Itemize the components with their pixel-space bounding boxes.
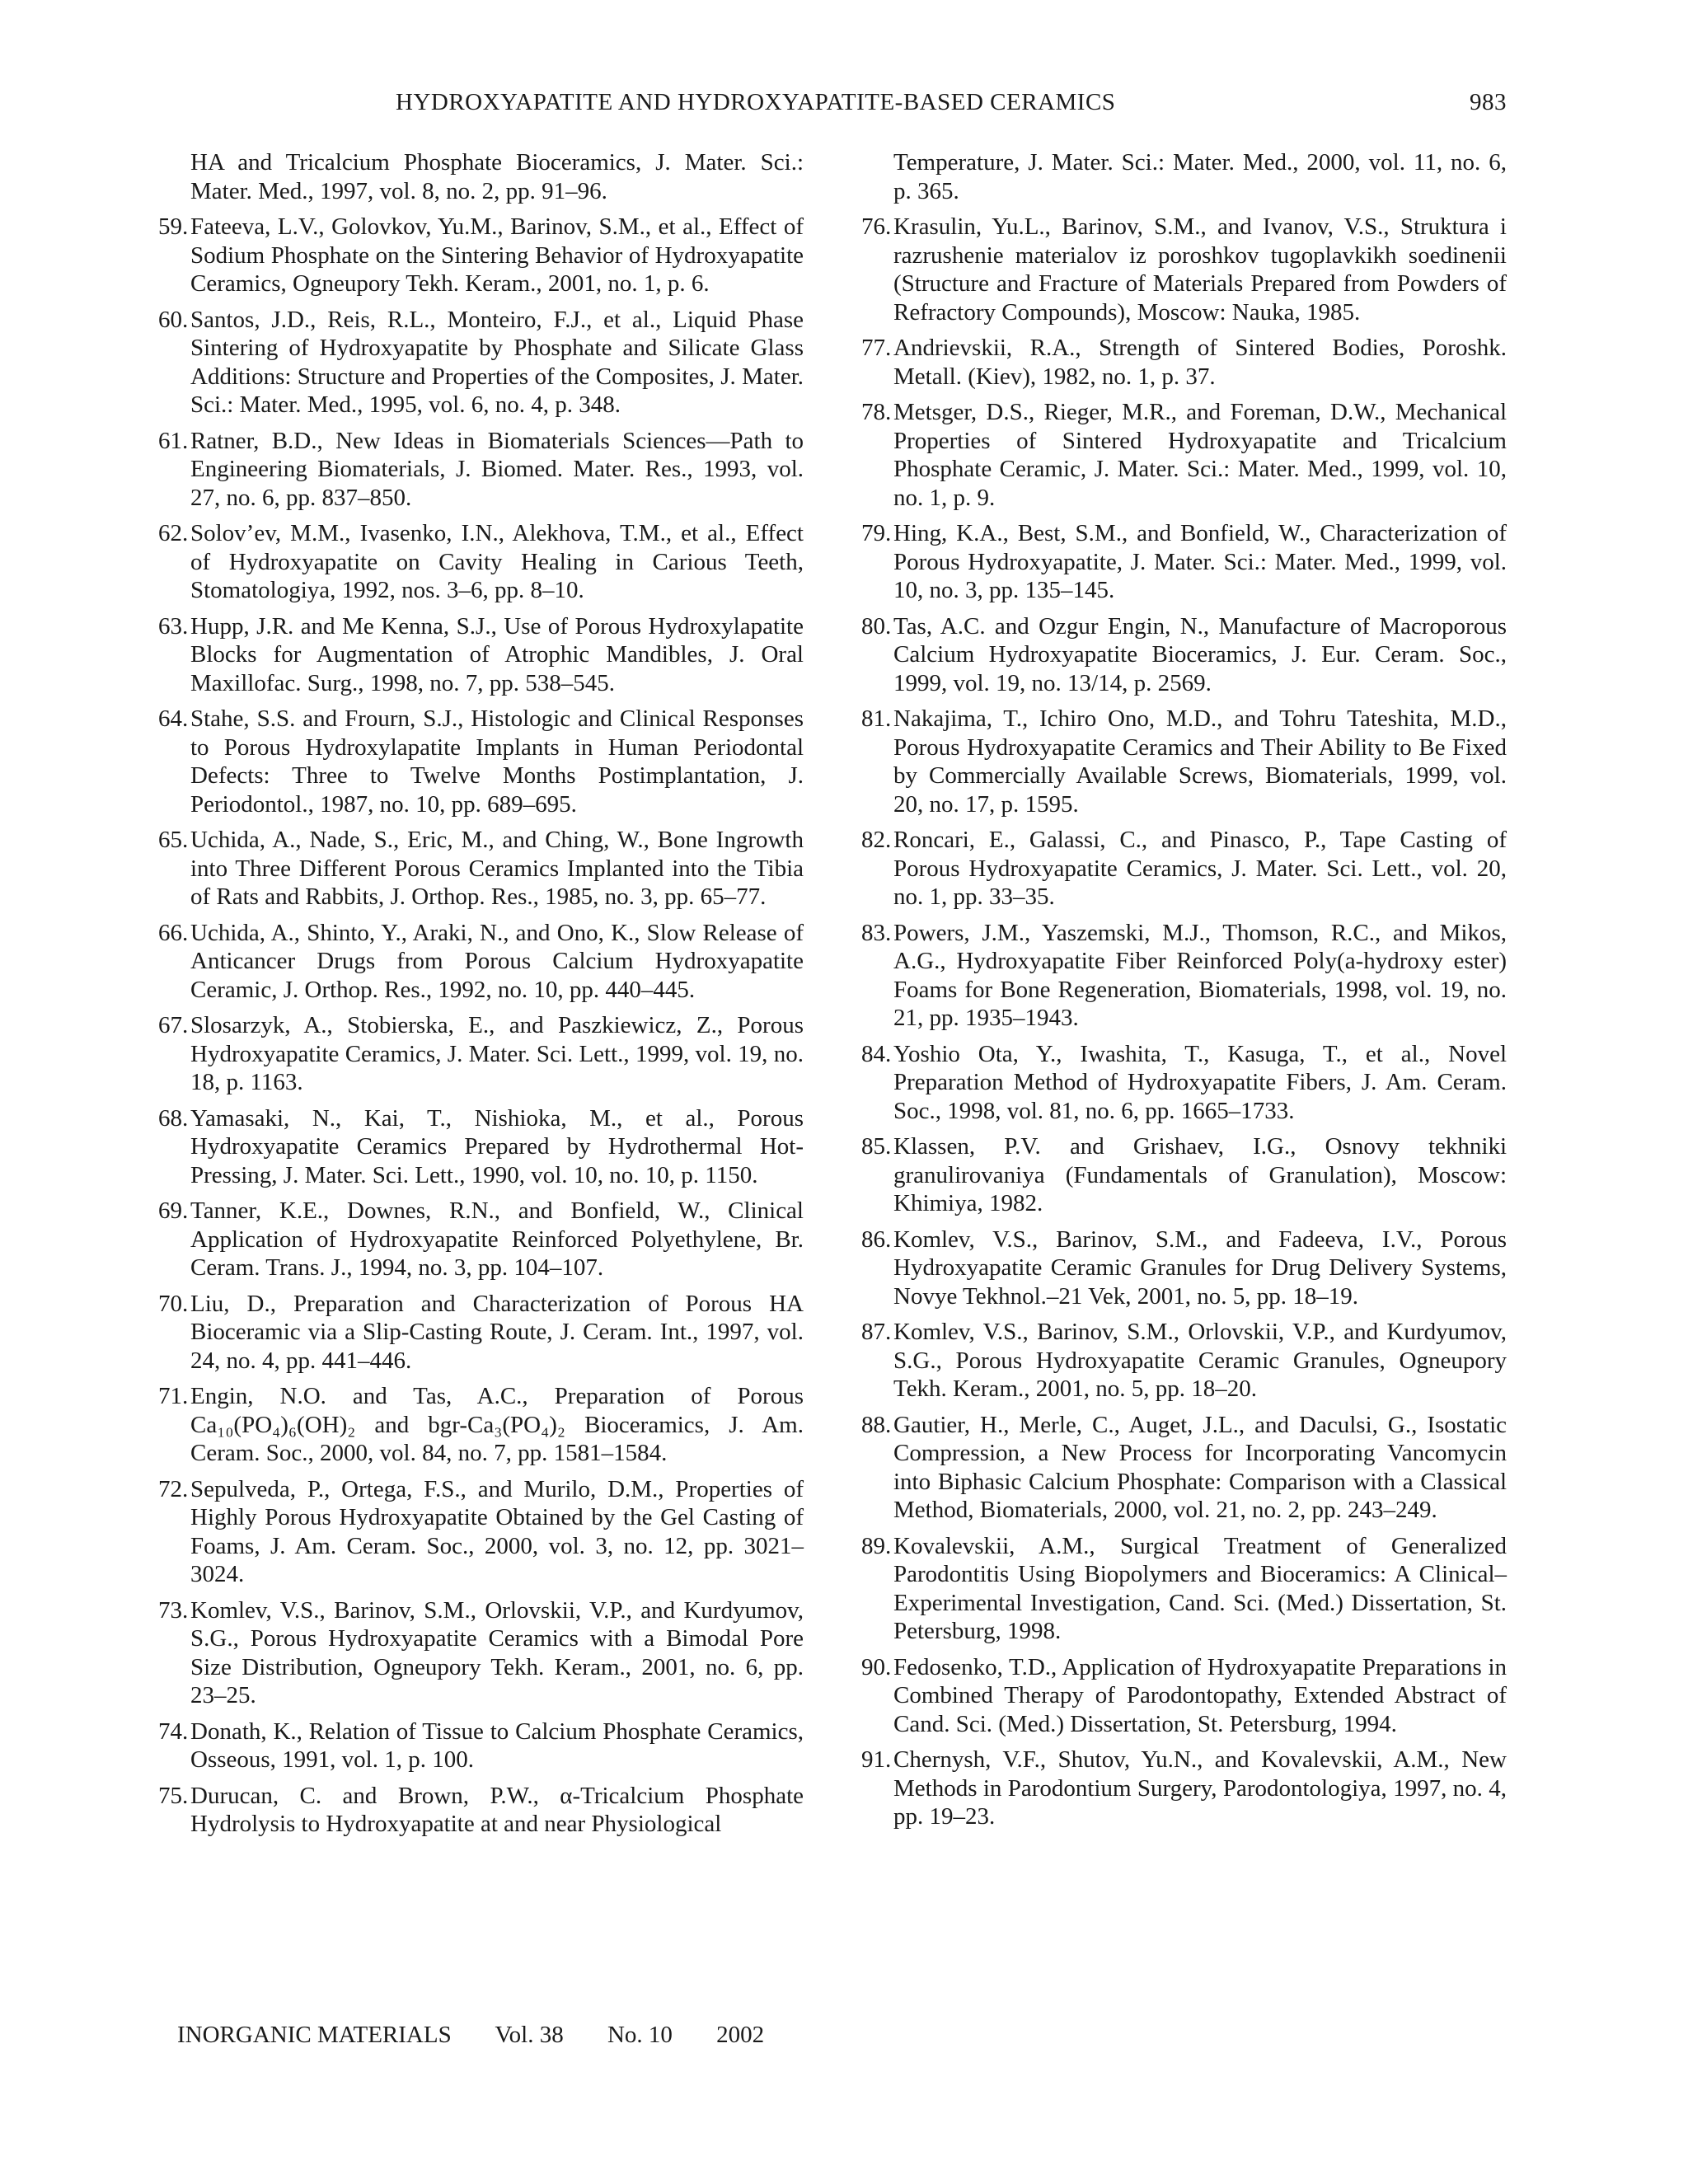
reference-item <box>158 1475 804 1589</box>
reference-number: 90. <box>861 1653 892 1680</box>
reference-text: Slosarzyk, A., Stobierska, E., and Paszkiewicz, Z., Porous Hydroxyapatite Ceramics, J. Mater. Sci. Lett., 1999, vol. 19, no. 18, p. 1163. <box>190 1012 804 1095</box>
reference-number: 83. <box>861 919 892 946</box>
reference-number: 62. <box>158 520 189 546</box>
reference-text: Durucan, C. and Brown, P.W., α-Tricalcium Phosphate Hydrolysis to Hydroxyapatite at and near Physiological <box>190 1782 804 1837</box>
reference-number: 67. <box>158 1012 189 1038</box>
reference-number: 60. <box>158 306 189 333</box>
reference-item <box>861 519 1507 605</box>
reference-text: Gautier, H., Merle, C., Auget, J.L., and Daculsi, G., Isostatic Compression, a New Process for Incorporating Vancomycin into Biphasic Calcium Phosphate: Comparison with a Classical Method, Biomaterials, 2000, vol. 21, no. 2, pp. 243–249. <box>893 1411 1507 1523</box>
reference-number: 80. <box>861 612 892 640</box>
reference-item <box>861 213 1507 326</box>
reference-item <box>861 1411 1507 1525</box>
journal-footer <box>177 2022 802 2049</box>
reference-number: 85. <box>861 1133 892 1160</box>
reference-text: Tanner, K.E., Downes, R.N., and Bonfield, W., Clinical Application of Hydroxyapatite Reinforced Polyethylene, Br. Ceram. Trans. J., 1994, no. 3, pp. 104–107. <box>190 1197 804 1281</box>
reference-item <box>158 519 804 605</box>
left-column <box>158 148 804 1846</box>
reference-text: Solov’ev, M.M., Ivasenko, I.N., Alekhova, T.M., et al., Effect of Hydroxyapatite on Cavity Healing in Carious Teeth, Stomatologiya, 1992, nos. 3–6, pp. 8–10. <box>190 520 804 603</box>
reference-number: 76. <box>861 213 892 240</box>
reference-item <box>861 1318 1507 1404</box>
reference-item <box>158 1718 804 1774</box>
reference-item <box>861 1040 1507 1126</box>
reference-continuation: HA and Tricalcium Phosphate Bioceramics, J. Mater. Sci.: Mater. Med., 1997, vol. 8, no. 2, pp. 91–96. <box>190 149 804 204</box>
reference-text: Krasulin, Yu.L., Barinov, S.M., and Ivanov, V.S., Struktura i razrushenie materialov iz poroshkov tugoplavkikh soedinenii (Structure and Fracture of Materials Prepared from Powders of Refractory Compounds), Moscow: Nauka, 1985. <box>893 213 1507 326</box>
reference-number: 79. <box>861 520 892 546</box>
page-number: 983 <box>1470 89 1507 115</box>
reference-text: Klassen, P.V. and Grishaev, I.G., Osnovy tekhniki granulirovaniya (Fundamentals of Granulation), Moscow: Khimiya, 1982. <box>893 1133 1507 1216</box>
reference-item <box>158 705 804 818</box>
reference-item <box>861 919 1507 1033</box>
reference-item <box>158 306 804 419</box>
footer-issue: No. 10 <box>607 2022 673 2048</box>
reference-number: 66. <box>158 919 189 946</box>
reference-item <box>861 1132 1507 1218</box>
right-column <box>861 148 1507 1839</box>
reference-number: 63. <box>158 612 189 640</box>
reference-text: Liu, D., Preparation and Characterization of Porous HA Bioceramic via a Slip-Casting Route, J. Ceram. Int., 1997, vol. 24, no. 4, pp. 441–446. <box>190 1290 804 1374</box>
right-reference-list <box>861 213 1507 1831</box>
reference-text: Yoshio Ota, Y., Iwashita, T., Kasuga, T., et al., Novel Preparation Method of Hydroxyapatite Fibers, J. Am. Ceram. Soc., 1998, vol. 81, no. 6, pp. 1665–1733. <box>893 1040 1507 1124</box>
reference-item <box>861 826 1507 912</box>
reference-text: Andrievskii, R.A., Strength of Sintered Bodies, Poroshk. Metall. (Kiev), 1982, no. 1, p. 37. <box>893 335 1507 390</box>
reference-text: Stahe, S.S. and Frourn, S.J., Histologic and Clinical Responses to Porous Hydroxylapatite Implants in Human Periodontal Defects: Three to Twelve Months Postimplantation, J. Periodontol., 1987, no. 10, pp. 689–695. <box>190 705 804 818</box>
reference-number: 78. <box>861 399 892 425</box>
reference-item <box>861 1653 1507 1739</box>
reference-item <box>158 1104 804 1190</box>
reference-item <box>158 427 804 513</box>
reference-number: 72. <box>158 1475 189 1502</box>
reference-number: 81. <box>861 705 892 732</box>
reference-item <box>158 1782 804 1839</box>
reference-text: Kovalevskii, A.M., Surgical Treatment of Generalized Parodontitis Using Biopolymers and Bioceramics: A Clinical–Experimental Investigation, Cand. Sci. (Med.) Dissertation, St. Petersburg, 1998. <box>893 1532 1507 1644</box>
reference-number: 75. <box>158 1782 189 1809</box>
reference-text: Donath, K., Relation of Tissue to Calcium Phosphate Ceramics, Osseous, 1991, vol. 1, p. 100. <box>190 1718 804 1773</box>
reference-number: 88. <box>861 1411 892 1438</box>
reference-text: Hing, K.A., Best, S.M., and Bonfield, W., Characterization of Porous Hydroxyapatite, J. Mater. Sci.: Mater. Med., 1999, vol. 10, no. 3, pp. 135–145. <box>893 520 1507 603</box>
reference-item <box>158 1382 804 1468</box>
reference-text: Sepulveda, P., Ortega, F.S., and Murilo, D.M., Properties of Highly Porous Hydroxyapatite Obtained by the Gel Casting of Foams, J. Am. Ceram. Soc., 2000, vol. 3, no. 12, pp. 3021–3024. <box>190 1475 804 1587</box>
reference-text: Ratner, B.D., New Ideas in Biomaterials Sciences—Path to Engineering Biomaterials, J. Biomed. Mater. Res., 1993, vol. 27, no. 6, pp. 837–850. <box>190 427 804 511</box>
reference-item <box>861 705 1507 818</box>
reference-item <box>861 334 1507 391</box>
reference-text: Komlev, V.S., Barinov, S.M., Orlovskii, V.P., and Kurdyumov, S.G., Porous Hydroxyapatite Ceramics with a Bimodal Pore Size Distribution, Ogneupory Tekh. Keram., 2001, no. 6, pp. 23–25. <box>190 1596 804 1708</box>
reference-item <box>158 612 804 698</box>
reference-text: Metsger, D.S., Rieger, M.R., and Foreman, D.W., Mechanical Properties of Sintered Hydroxyapatite and Tricalcium Phosphate Ceramic, J. Mater. Sci.: Mater. Med., 1999, vol. 10, no. 1, p. 9. <box>893 399 1507 511</box>
reference-text: Uchida, A., Shinto, Y., Araki, N., and Ono, K., Slow Release of Anticancer Drugs from Porous Calcium Hydroxyapatite Ceramic, J. Orthop. Res., 1992, no. 10, pp. 440–445. <box>190 919 804 1003</box>
reference-number: 64. <box>158 705 189 732</box>
reference-text: Yamasaki, N., Kai, T., Nishioka, M., et al., Porous Hydroxyapatite Ceramics Prepared by Hydrothermal Hot-Pressing, J. Mater. Sci. Lett., 1990, vol. 10, no. 10, p. 1150. <box>190 1104 804 1188</box>
reference-number: 68. <box>158 1104 189 1132</box>
reference-item <box>861 612 1507 698</box>
reference-text: Tas, A.C. and Ozgur Engin, N., Manufacture of Macroporous Calcium Hydroxyapatite Bioceramics, J. Eur. Ceram. Soc., 1999, vol. 19, no. 13/14, p. 2569. <box>893 612 1507 696</box>
reference-item <box>861 398 1507 512</box>
reference-text: Engin, N.O. and Tas, A.C., Preparation of Porous Ca₁₀(PO₄)₆(OH)₂ and bgr-Ca₃(PO₄)₂ Bioceramics, J. Am. Ceram. Soc., 2000, vol. 84, no. 7, pp. 1581–1584. <box>190 1383 804 1466</box>
reference-number: 82. <box>861 827 892 853</box>
reference-number: 69. <box>158 1197 189 1224</box>
running-title: HYDROXYAPATITE AND HYDROXYAPATITE-BASED CERAMICS <box>396 89 1116 115</box>
reference-number: 84. <box>861 1040 892 1067</box>
reference-number: 73. <box>158 1596 189 1624</box>
reference-number: 65. <box>158 827 189 853</box>
reference-number: 91. <box>861 1746 892 1773</box>
reference-item <box>158 1596 804 1710</box>
footer-year: 2002 <box>716 2022 765 2048</box>
reference-number: 70. <box>158 1290 189 1317</box>
reference-item <box>861 1226 1507 1311</box>
reference-text: Santos, J.D., Reis, R.L., Monteiro, F.J., et al., Liquid Phase Sintering of Hydroxyapatite by Phosphate and Silicate Glass Additions: Structure and Properties of the Composites, J. Mater. Sci.: Mater. Med., 1995, vol. 6, no. 4, p. 348. <box>190 306 804 418</box>
footer-volume: Vol. 38 <box>495 2022 564 2048</box>
reference-continuation: Temperature, J. Mater. Sci.: Mater. Med., 2000, vol. 11, no. 6, p. 365. <box>893 149 1507 204</box>
reference-text: Powers, J.M., Yaszemski, M.J., Thomson, R.C., and Mikos, A.G., Hydroxyapatite Fiber Reinforced Poly(a-hydroxy ester) Foams for Bone Regeneration, Biomaterials, 1998, vol. 19, no. 21, pp. 1935–1943. <box>893 919 1507 1031</box>
reference-item <box>158 826 804 912</box>
reference-item <box>158 919 804 1005</box>
reference-item <box>158 1290 804 1376</box>
reference-text: Komlev, V.S., Barinov, S.M., and Fadeeva, I.V., Porous Hydroxyapatite Ceramic Granules for Drug Delivery Systems, Novye Tekhnol.–21 Vek, 2001, no. 5, pp. 18–19. <box>893 1226 1507 1310</box>
left-reference-list <box>158 213 804 1839</box>
reference-item <box>861 1532 1507 1646</box>
reference-text: Chernysh, V.F., Shutov, Yu.N., and Kovalevskii, A.M., New Methods in Parodontium Surgery, Parodontologiya, 1997, no. 4, pp. 19–23. <box>893 1746 1507 1830</box>
reference-item <box>861 1746 1507 1831</box>
reference-number: 74. <box>158 1718 189 1745</box>
reference-number: 77. <box>861 335 892 361</box>
reference-text: Nakajima, T., Ichiro Ono, M.D., and Tohru Tateshita, M.D., Porous Hydroxyapatite Ceramics and Their Ability to Be Fixed by Commercially Available Screws, Biomaterials, 1999, vol. 20, no. 17, p. 1595. <box>893 705 1507 818</box>
reference-text: Hupp, J.R. and Me Kenna, S.J., Use of Porous Hydroxylapatite Blocks for Augmentation of Atrophic Mandibles, J. Oral Maxillofac. Surg., 1998, no. 7, pp. 538–545. <box>190 612 804 696</box>
reference-text: Roncari, E., Galassi, C., and Pinasco, P., Tape Casting of Porous Hydroxyapatite Ceramics, J. Mater. Sci. Lett., vol. 20, no. 1, pp. 33–35. <box>893 827 1507 910</box>
running-head <box>175 89 1507 122</box>
reference-number: 86. <box>861 1226 892 1253</box>
reference-text: Fateeva, L.V., Golovkov, Yu.M., Barinov, S.M., et al., Effect of Sodium Phosphate on the Sintering Behavior of Hydroxyapatite Ceramics, Ogneupory Tekh. Keram., 2001, no. 1, p. 6. <box>190 213 804 297</box>
reference-text: Fedosenko, T.D., Application of Hydroxyapatite Preparations in Combined Therapy of Parodontopathy, Extended Abstract of Cand. Sci. (Med.) Dissertation, St. Petersburg, 1994. <box>893 1653 1507 1737</box>
reference-number: 71. <box>158 1383 189 1409</box>
reference-item <box>158 1011 804 1097</box>
reference-text: Uchida, A., Nade, S., Eric, M., and Ching, W., Bone Ingrowth into Three Different Porous Ceramics Implanted into the Tibia of Rats and Rabbits, J. Orthop. Res., 1985, no. 3, pp. 65–77. <box>190 827 804 910</box>
reference-item <box>158 213 804 298</box>
reference-text: Komlev, V.S., Barinov, S.M., Orlovskii, V.P., and Kurdyumov, S.G., Porous Hydroxyapatite Ceramic Granules, Ogneupory Tekh. Keram., 2001, no. 5, pp. 18–20. <box>893 1319 1507 1402</box>
reference-item <box>158 1197 804 1282</box>
reference-number: 87. <box>861 1319 892 1345</box>
reference-number: 59. <box>158 213 189 240</box>
reference-number: 89. <box>861 1532 892 1559</box>
reference-number: 61. <box>158 427 189 454</box>
footer-journal-name: INORGANIC MATERIALS <box>177 2022 452 2048</box>
